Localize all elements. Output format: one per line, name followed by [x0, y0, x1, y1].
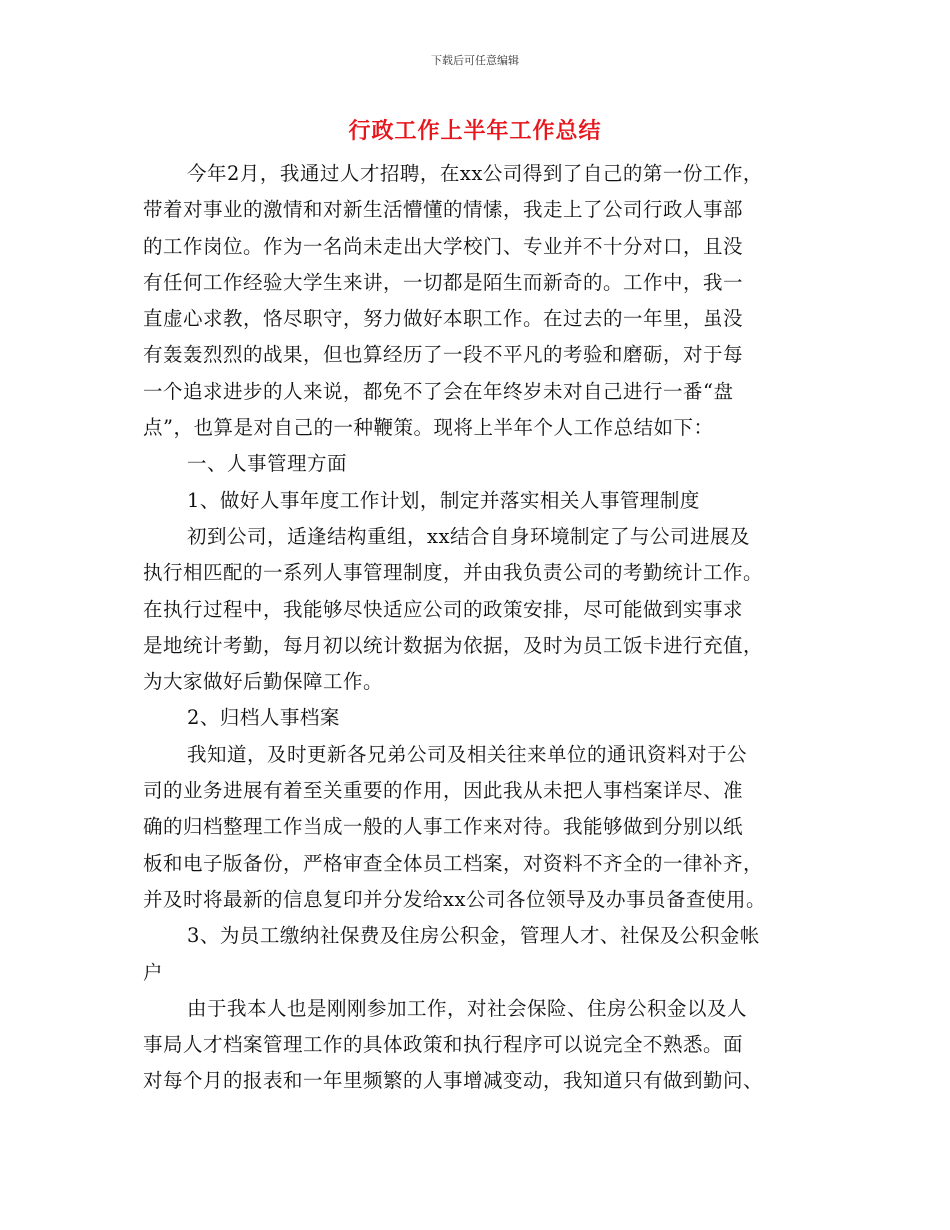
body-text-line: 的工作岗位。作为一名尚未走出大学校门、专业并不十分对口，且没 — [143, 234, 744, 258]
body-text-line: 在执行过程中，我能够尽快适应公司的政策安排，尽可能做到实事求 — [143, 597, 744, 621]
document-title: 行政工作上半年工作总结 — [348, 118, 602, 144]
body-text-line: 直虚心求教，恪尽职守，努力做好本职工作。在过去的一年里，虽没 — [143, 307, 744, 331]
body-text-line: 我知道，及时更新各兄弟公司及相关往来单位的通讯资料对于公 — [187, 742, 748, 766]
body-text-line: 今年2月，我通过人才招聘，在xx公司得到了自己的第一份工作， — [187, 162, 763, 185]
body-text-line: 带着对事业的激情和对新生活懵懂的情愫，我走上了公司行政人事部 — [143, 198, 744, 222]
body-text-line: 确的归档整理工作当成一般的人事工作来对待。我能够做到分别以纸 — [143, 815, 744, 839]
body-text-line: 一、人事管理方面 — [187, 452, 348, 476]
body-text-line: 是地统计考勤，每月初以统计数据为依据，及时为员工饭卡进行充值， — [143, 633, 764, 657]
page-header-note: 下载后可任意编辑 — [431, 54, 519, 67]
body-text-line: 户 — [143, 960, 164, 984]
body-text-line: 初到公司，适逢结构重组，xx结合自身环境制定了与公司进展及 — [187, 524, 750, 548]
body-text-line: 有任何工作经验大学生来讲，一切都是陌生而新奇的。工作中，我一 — [143, 270, 744, 294]
body-text-line: 事局人才档案管理工作的具体政策和执行程序可以说完全不熟悉。面 — [143, 1033, 744, 1057]
body-text-line: 有轰轰烈烈的战果，但也算经历了一段不平凡的考验和磨砺，对于每 — [143, 343, 744, 367]
body-text-line: 司的业务进展有着至关重要的作用，因此我从未把人事档案详尽、准 — [143, 779, 744, 803]
body-text-line: 3、为员工缴纳社保费及住房公积金，管理人才、社保及公积金帐 — [187, 924, 760, 948]
body-text-line: 点”，也算是对自己的一种鞭策。现将上半年个人工作总结如下： — [143, 416, 714, 440]
body-text-line: 对每个月的报表和一年里频繁的人事增减变动，我知道只有做到勤问、 — [143, 1069, 764, 1093]
body-text-line: 并及时将最新的信息复印并分发给xx公司各位领导及办事员备查使用。 — [143, 887, 766, 911]
body-text-line: 为大家做好后勤保障工作。 — [143, 670, 384, 694]
body-text-line: 由于我本人也是刚刚参加工作，对社会保险、住房公积金以及人 — [187, 996, 748, 1020]
body-text-line: 执行相匹配的一系列人事管理制度，并由我负责公司的考勤统计工作。 — [143, 561, 764, 585]
body-text-line: 一个追求进步的人来说，都免不了会在年终岁未对自己进行一番“盘 — [143, 379, 734, 403]
document-body — [143, 156, 823, 1100]
body-text-line: 1、做好人事年度工作计划，制定并落实相关人事管理制度 — [187, 488, 700, 512]
body-text-line: 2、归档人事档案 — [187, 706, 340, 730]
body-text-line: 板和电子版备份，严格审查全体员工档案，对资料不齐全的一律补齐， — [143, 851, 764, 875]
